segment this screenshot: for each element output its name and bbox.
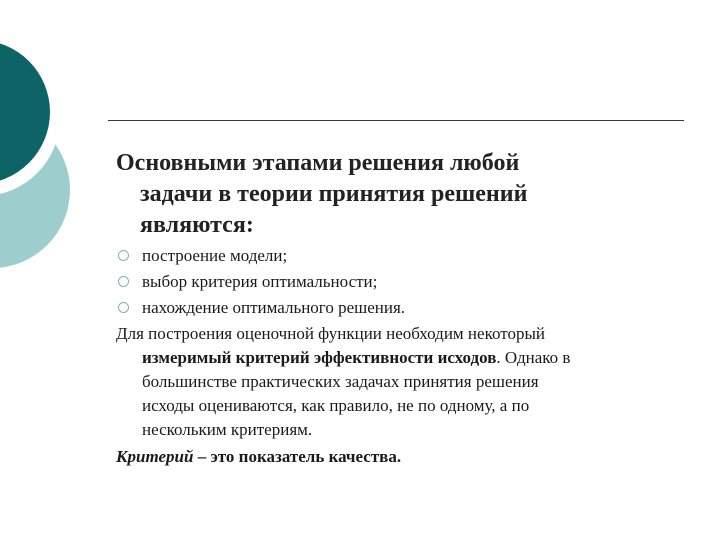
paragraph-line-2 (116, 346, 696, 370)
criterion-definition (116, 445, 696, 469)
list-item (118, 295, 678, 321)
key-term: измеримый критерий эффективности исходов (142, 348, 497, 367)
circle-bullet-icon (118, 302, 129, 313)
title-line-3: являются: (140, 212, 254, 238)
list-item (118, 269, 678, 295)
slide-title (116, 148, 636, 241)
paragraph-line-4: исходы оцениваются, как правило, не по одному, а по (142, 396, 530, 415)
stage-list (118, 243, 678, 321)
list-item (118, 243, 678, 269)
definition-term: Критерий (116, 447, 194, 466)
list-item-text: нахождение оптимального решения. (142, 298, 406, 317)
title-line-2: задачи в теории принятия решений (140, 181, 528, 207)
evaluation-paragraph (116, 322, 696, 442)
paragraph-line-1: Для построения оценочной функции необходим некоторый (116, 324, 545, 343)
paragraph-line-5: нескольким критериям. (142, 420, 313, 439)
circle-bullet-icon (118, 250, 129, 261)
list-item-text: построение модели; (142, 246, 288, 265)
title-line-1: Основными этапами решения любой (116, 150, 520, 176)
paragraph-line-2-rest: . Однако в (496, 348, 571, 367)
list-item-text: выбор критерия оптимальности; (142, 272, 378, 291)
title-divider (108, 120, 684, 121)
paragraph-line-3: большинстве практических задачах принятия решения (142, 372, 539, 391)
definition-text: – это показатель качества. (193, 447, 402, 466)
circle-bullet-icon (118, 276, 129, 287)
decorative-circles (0, 0, 120, 300)
